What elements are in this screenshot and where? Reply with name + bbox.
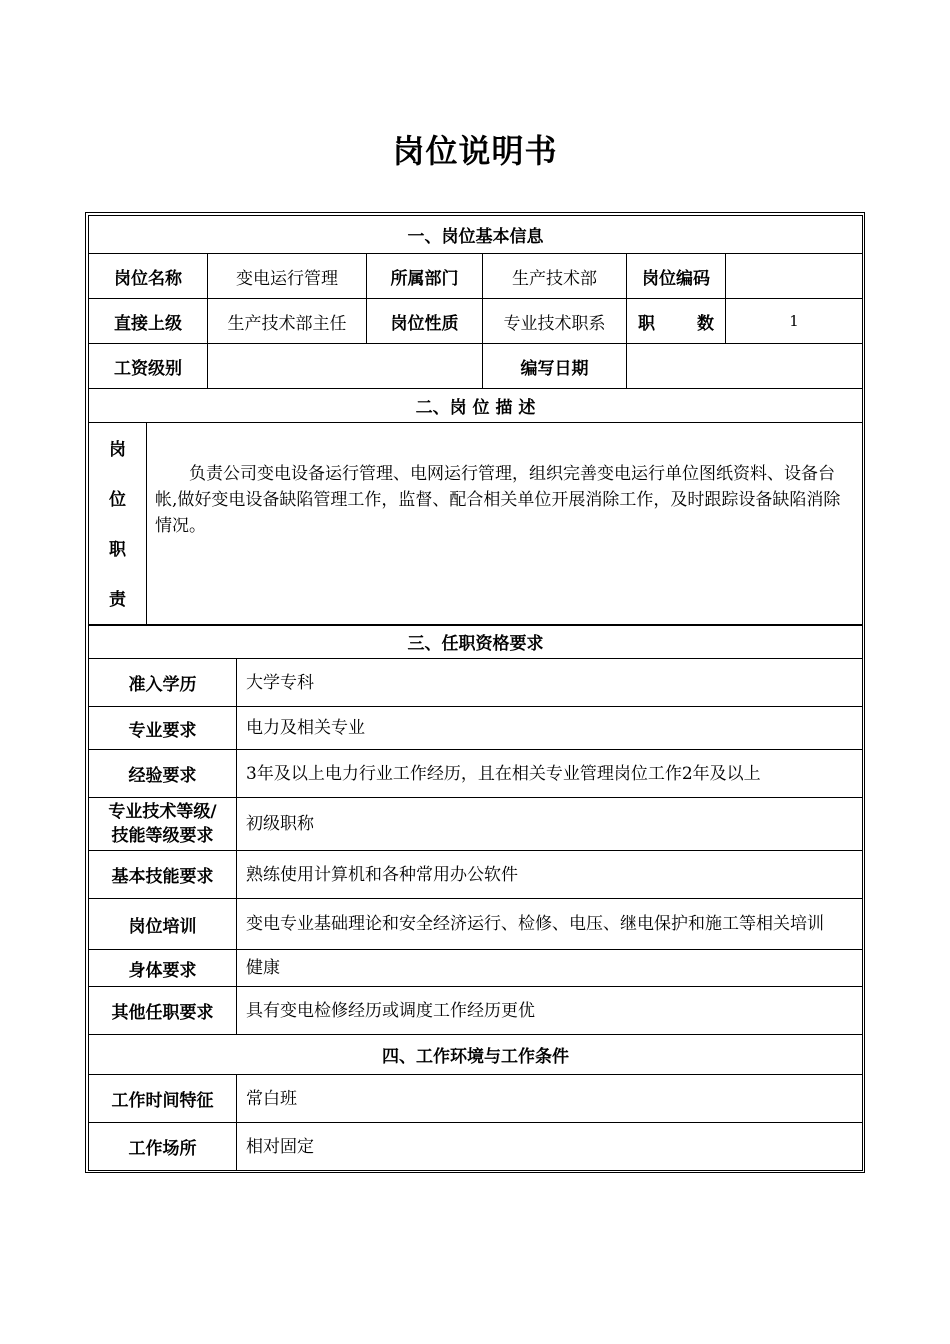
- duties-label: [89, 423, 147, 626]
- environment-table: [88, 1034, 863, 1171]
- headcount-label: [627, 299, 726, 344]
- qualifications-table: [88, 624, 863, 1035]
- supervisor-value: 生产技术部主任: [208, 299, 367, 344]
- position-name-label: 岗位名称: [89, 254, 208, 299]
- basic-info-table: [88, 215, 863, 389]
- major-value: 电力及相关专业: [237, 707, 863, 750]
- department-value: 生产技术部: [483, 254, 627, 299]
- training-value: 变电专业基础理论和安全经济运行、检修、电压、继电保护和施工等相关培训: [237, 899, 863, 950]
- nature-label: 岗位性质: [367, 299, 483, 344]
- grade-label: [89, 798, 237, 851]
- experience-value: 3年及以上电力行业工作经历，且在相关专业管理岗位工作2年及以上: [237, 750, 863, 798]
- training-label: 岗位培训: [89, 899, 237, 950]
- date-label: 编写日期: [483, 344, 627, 389]
- position-code-value: [726, 254, 863, 299]
- experience-label: 经验要求: [89, 750, 237, 798]
- duties-text: 负责公司变电设备运行管理、电网运行管理，组织完善变电运行单位图纸资料、设备台帐,做好变电设备缺陷管理工作，监督、配合相关单位开展消除工作，及时跟踪设备缺陷消除情况。: [147, 423, 863, 626]
- headcount-value: 1: [726, 299, 863, 344]
- education-label: 准入学历: [89, 659, 237, 707]
- workplace-value: 相对固定: [237, 1123, 863, 1171]
- duties-label-char: 位: [109, 490, 126, 510]
- duties-label-char: 责: [109, 590, 126, 610]
- grade-label-line2: 技能等级要求: [111, 826, 214, 846]
- other-value: 具有变电检修经历或调度工作经历更优: [237, 987, 863, 1035]
- skills-value: 熟练使用计算机和各种常用办公软件: [237, 851, 863, 899]
- description-table: [88, 388, 863, 626]
- work-time-label: 工作时间特征: [89, 1075, 237, 1123]
- workplace-label: 工作场所: [89, 1123, 237, 1171]
- health-label: 身体要求: [89, 950, 237, 987]
- nature-value: 专业技术职系: [483, 299, 627, 344]
- salary-value: [208, 344, 483, 389]
- health-value: 健康: [237, 950, 863, 987]
- skills-label: 基本技能要求: [89, 851, 237, 899]
- section-basic-info: 一、岗位基本信息: [89, 216, 863, 254]
- section-description: 二、岗 位 描 述: [89, 389, 863, 423]
- duties-label-char: 岗: [109, 440, 126, 460]
- page-title: 岗位说明书: [392, 132, 558, 170]
- section-environment: 四、工作环境与工作条件: [89, 1035, 863, 1075]
- section-qualifications: 三、任职资格要求: [89, 625, 863, 659]
- headcount-label-b: 数: [697, 313, 714, 334]
- major-label: 专业要求: [89, 707, 237, 750]
- position-code-label: 岗位编码: [627, 254, 726, 299]
- salary-label: 工资级别: [89, 344, 208, 389]
- education-value: 大学专科: [237, 659, 863, 707]
- grade-label-line1: 专业技术等级/: [108, 802, 217, 822]
- supervisor-label: 直接上级: [89, 299, 208, 344]
- date-value: [627, 344, 863, 389]
- position-name-value: 变电运行管理: [208, 254, 367, 299]
- work-time-value: 常白班: [237, 1075, 863, 1123]
- headcount-label-a: 职: [638, 313, 655, 334]
- department-label: 所属部门: [367, 254, 483, 299]
- other-label: 其他任职要求: [89, 987, 237, 1035]
- duties-label-char: 职: [109, 540, 126, 560]
- grade-value: 初级职称: [237, 798, 863, 851]
